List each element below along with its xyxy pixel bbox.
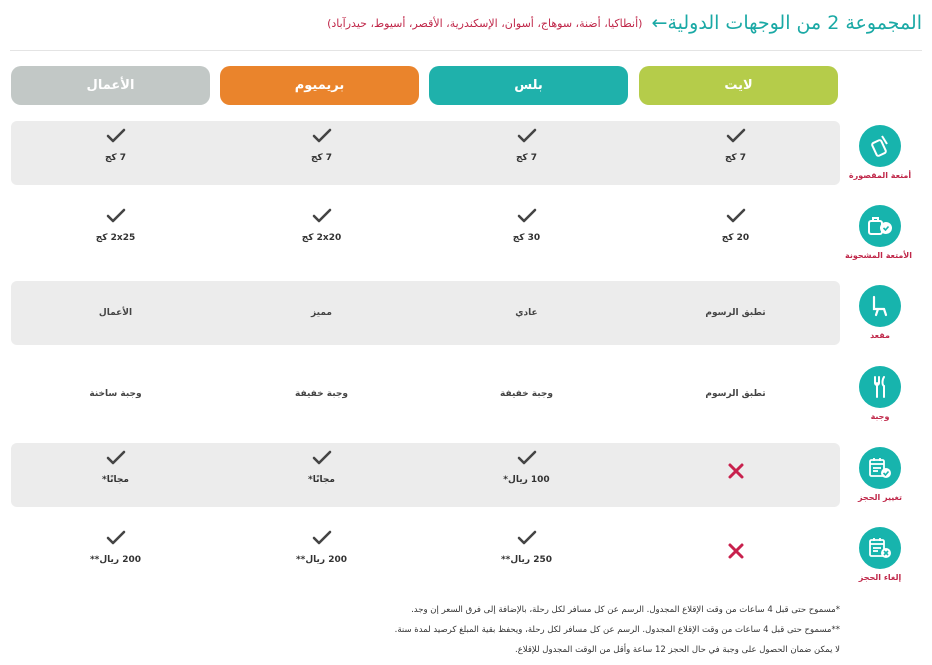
checkmark-icon	[311, 125, 333, 147]
tier-label: لايت	[724, 78, 753, 93]
checkmark-icon	[725, 205, 747, 227]
cross-icon	[726, 461, 746, 481]
cell-value: 200 ريال**	[89, 555, 142, 565]
cell-value: تطبق الرسوم	[705, 389, 766, 399]
cell-value: مجانًا*	[308, 475, 335, 485]
cell-lite	[631, 362, 840, 426]
checkmark-icon	[516, 205, 538, 227]
row-label: أمتعة المقصورة	[848, 171, 912, 180]
row-header	[848, 527, 912, 582]
checkmark-icon	[311, 447, 333, 469]
page-header	[10, 10, 922, 51]
tier-plus[interactable]	[429, 66, 628, 105]
row-label: إلغاء الحجز	[858, 573, 902, 582]
cell-business	[11, 443, 220, 507]
table-row	[11, 121, 840, 185]
meal-icon	[859, 366, 901, 408]
seat-icon	[859, 285, 901, 327]
row-header	[848, 447, 912, 502]
cell-premium	[217, 121, 426, 185]
row-header	[848, 366, 912, 421]
cancel-booking-icon	[859, 527, 901, 569]
cell-value: 7 كج	[515, 153, 538, 163]
tier-business[interactable]	[11, 66, 210, 105]
cell-plus	[422, 281, 631, 345]
tier-premium[interactable]	[220, 66, 419, 105]
cell-lite	[631, 281, 840, 345]
checkmark-icon	[516, 447, 538, 469]
table-row	[11, 201, 840, 265]
cell-lite	[631, 201, 840, 265]
row-header	[848, 285, 912, 340]
footnotes	[40, 600, 840, 660]
cell-value: 2x25 كج	[95, 233, 136, 243]
row-label: مقعد	[870, 331, 890, 340]
cell-value: 7 كج	[724, 153, 747, 163]
cell-value: 30 كج	[512, 233, 541, 243]
change-booking-icon	[859, 447, 901, 489]
cell-premium	[217, 362, 426, 426]
cell-business	[11, 201, 220, 265]
cell-value: وجبة ساخنة	[89, 389, 142, 399]
cell-value: تطبق الرسوم	[705, 308, 766, 318]
cell-value: 250 ريال**	[500, 555, 553, 565]
cell-lite	[631, 443, 840, 507]
cell-premium	[217, 281, 426, 345]
cell-business	[11, 121, 220, 185]
cell-business	[11, 523, 220, 587]
checkmark-icon	[311, 205, 333, 227]
table-row	[11, 362, 840, 426]
cell-value: مجانًا*	[102, 475, 129, 485]
cell-value: الأعمال	[98, 308, 133, 318]
footnote: لا يمكن ضمان الحصول على وجبة في حال الحجز 12 ساعة وأقل من الوقت المجدول للإقلاع.	[515, 645, 840, 655]
cell-value: 2x20 كج	[301, 233, 342, 243]
row-label: تغيير الحجز	[857, 493, 903, 502]
checkmark-icon	[725, 125, 747, 147]
cell-premium	[217, 443, 426, 507]
destinations-list: (أنطاكيا، أضنة، سوهاج، أسوان، الإسكندرية، الأقصر، أسيوط، حيدرآباد)	[327, 16, 643, 30]
cell-premium	[217, 523, 426, 587]
checkmark-icon	[105, 125, 127, 147]
page-title: المجموعة 2 من الوجهات الدولية←	[651, 12, 922, 34]
cell-business	[11, 281, 220, 345]
checkmark-icon	[516, 125, 538, 147]
row-header	[845, 205, 912, 260]
cell-plus	[422, 121, 631, 185]
checkmark-icon	[105, 447, 127, 469]
cell-plus	[422, 362, 631, 426]
cross-icon	[726, 541, 746, 561]
checkmark-icon	[516, 527, 538, 549]
cell-plus	[422, 523, 631, 587]
checkmark-icon	[311, 527, 333, 549]
table-row	[11, 281, 840, 345]
tier-label: بلس	[514, 78, 543, 93]
footnote: *مسموح حتى قبل 4 ساعات من وقت الإقلاع المجدول. الرسم عن كل مسافر لكل رحلة، بالإضافة إلى فرق السعر إن وجد.	[411, 605, 840, 615]
cell-value: مميز	[311, 308, 332, 318]
cabin-bag-icon	[859, 125, 901, 167]
checkmark-icon	[105, 205, 127, 227]
tier-lite[interactable]	[639, 66, 838, 105]
checked-bag-icon	[859, 205, 901, 247]
table-row	[11, 523, 840, 587]
tier-label: الأعمال	[86, 78, 135, 93]
row-header	[848, 125, 912, 180]
cell-business	[11, 362, 220, 426]
cell-plus	[422, 443, 631, 507]
cell-value: 7 كج	[310, 153, 333, 163]
row-label: وجبة	[870, 412, 890, 421]
cell-value: 20 كج	[721, 233, 750, 243]
cell-value: 200 ريال**	[295, 555, 348, 565]
footnote: **مسموح حتى قبل 4 ساعات من وقت الإقلاع المجدول. الرسم عن كل مسافر لكل رحلة، ويحفظ بقية المبلغ كرصيد لمدة سنة.	[394, 625, 840, 635]
cell-plus	[422, 201, 631, 265]
cell-value: وجبة خفيفة	[295, 389, 348, 399]
row-label: الأمتعة المشحونة	[845, 251, 912, 260]
checkmark-icon	[105, 527, 127, 549]
cell-premium	[217, 201, 426, 265]
cell-value: عادي	[515, 308, 538, 318]
cell-value: 7 كج	[104, 153, 127, 163]
cell-value: 100 ريال*	[503, 475, 550, 485]
cell-lite	[631, 523, 840, 587]
table-row	[11, 443, 840, 507]
cell-value: وجبة خفيفة	[500, 389, 553, 399]
tier-label: بريميوم	[294, 78, 345, 93]
cell-lite	[631, 121, 840, 185]
